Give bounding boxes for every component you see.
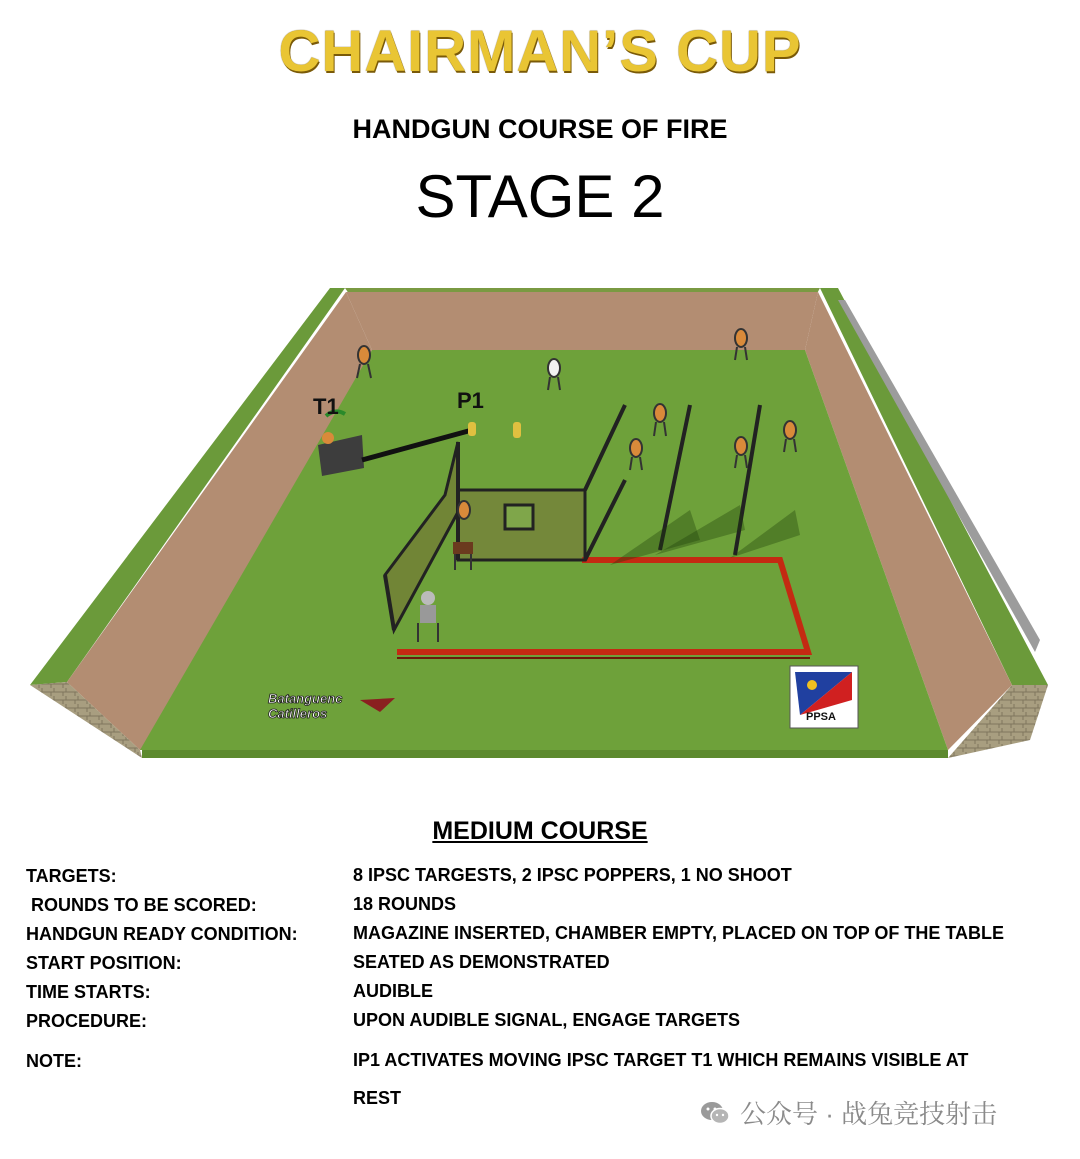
spec-label: TARGETS:	[26, 866, 117, 886]
spec-value: 8 IPSC TARGESTS, 2 IPSC POPPERS, 1 NO SHOOT	[353, 865, 792, 885]
spec-label: PROCEDURE:	[26, 1011, 148, 1031]
watermark	[698, 1094, 997, 1131]
stage-title: STAGE 2	[415, 163, 665, 230]
ppsa-logo	[790, 666, 858, 728]
spec-value: IP1 ACTIVATES MOVING IPSC TARGET T1 WHICH REMAINS VISIBLE AT REST	[353, 1050, 969, 1108]
logo-left-line2: Catilleros	[268, 706, 328, 721]
logo-right-text: PPSA	[806, 711, 836, 723]
spec-value: MAGAZINE INSERTED, CHAMBER EMPTY, PLACED ON TOP OF THE TABLE	[353, 923, 1005, 943]
wechat-icon	[698, 1096, 732, 1130]
spec-value: AUDIBLE	[353, 981, 433, 1001]
spec-value: SEATED AS DEMONSTRATED	[353, 952, 610, 972]
page-title: CHAIRMAN’S CUP	[278, 19, 802, 84]
start-table	[453, 542, 473, 554]
wall-front-edge	[142, 750, 948, 758]
wall-port	[505, 505, 533, 529]
spec-label: START POSITION:	[26, 953, 182, 973]
course-subtitle: HANDGUN COURSE OF FIRE	[352, 114, 728, 144]
course-heading: MEDIUM COURSE	[432, 817, 648, 845]
spec-value: 18 ROUNDS	[353, 894, 457, 914]
spec-value: UPON AUDIBLE SIGNAL, ENGAGE TARGETS	[353, 1010, 741, 1030]
popper-p1	[468, 422, 476, 436]
spec-label: NOTE:	[26, 1051, 82, 1071]
watermark-text: 公众号 · 战兔竞技射击	[740, 1099, 998, 1129]
popper-2	[513, 422, 521, 438]
label-p1: P1	[457, 388, 484, 413]
spec-label: HANDGUN READY CONDITION:	[26, 924, 298, 944]
spec-label: TIME STARTS:	[26, 982, 151, 1002]
label-t1: T1	[313, 394, 339, 419]
spec-label: ROUNDS TO BE SCORED:	[26, 895, 257, 915]
shooter	[421, 591, 435, 605]
stage-diagram	[0, 280, 1080, 760]
logo-left-line1: Batanguenc	[268, 691, 343, 706]
